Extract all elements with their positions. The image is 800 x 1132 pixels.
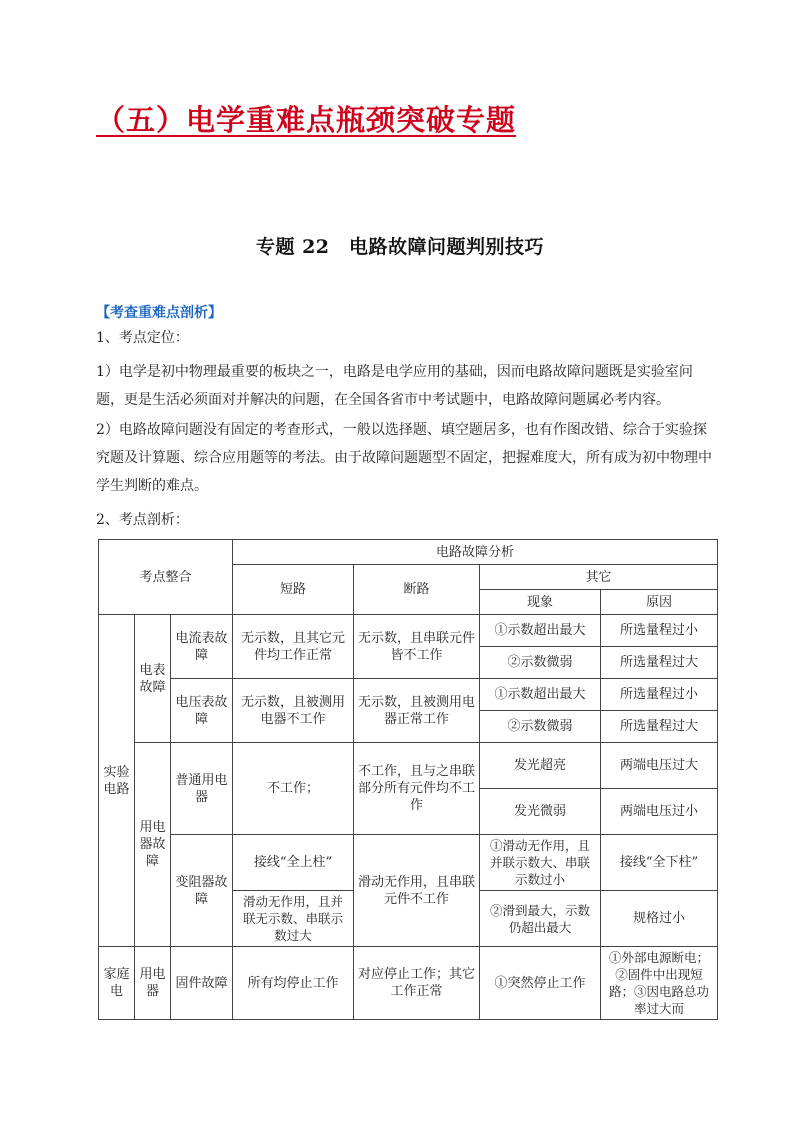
header-analysis: 电路故障分析: [233, 540, 718, 565]
fault-analysis-table: [98, 539, 718, 1020]
ammeter-open: 无示数，且串联元件皆不工作: [354, 615, 480, 679]
point1-heading: 1、考点定位：: [96, 330, 189, 346]
paragraph-1: 1）电学是初中物理最重要的板块之一，电路是电学应用的基础，因而电路故障问题既是实验室问题，更是生活必须面对并解决的问题，在全国各省市中考试题中，电路故障问题属必考内容。: [96, 364, 693, 408]
normal-label: 普通用电器: [171, 743, 233, 835]
header-short: 短路: [233, 565, 354, 615]
point2-heading: 2、考点剖析：: [96, 512, 189, 528]
fixed-open: 对应停止工作；其它工作正常: [354, 947, 480, 1020]
rheostat-phenomenon-1: ①滑动无作用，且并联示数大、串联示数过小: [480, 835, 601, 891]
rheostat-short-2: 滑动无作用，且并联无示数、串联示数过大: [233, 891, 354, 947]
ammeter-cause-2: 所选量程过大: [601, 647, 718, 679]
voltmeter-open: 无示数，且被测用电器正常工作: [354, 679, 480, 743]
rheostat-cause-1: 接线“全下柱”: [601, 835, 718, 891]
normal-cause-2: 两端电压过小: [601, 789, 718, 835]
header-other: 其它: [480, 565, 718, 590]
header-cause: 原因: [601, 590, 718, 615]
voltmeter-cause-1: 所选量程过小: [601, 679, 718, 711]
rheostat-cause-2: 规格过小: [601, 891, 718, 947]
normal-short: 不工作；: [233, 743, 354, 835]
ammeter-short: 无示数，且其它元件均工作正常: [233, 615, 354, 679]
normal-open: 不工作，且与之串联部分所有元件均不工作: [354, 743, 480, 835]
normal-cause-1: 两端电压过大: [601, 743, 718, 789]
voltmeter-phenomenon-2: ②示数微弱: [480, 711, 601, 743]
voltmeter-cause-2: 所选量程过大: [601, 711, 718, 743]
rheostat-label: 变阻器故障: [171, 835, 233, 947]
rheostat-short-1: 接线“全上柱”: [233, 835, 354, 891]
rheostat-phenomenon-2: ②滑到最大，示数仍超出最大: [480, 891, 601, 947]
group-meter: 电表故障: [135, 615, 171, 743]
ammeter-label: 电流表故障: [171, 615, 233, 679]
header-phenomenon: 现象: [480, 590, 601, 615]
group-home-appliance: 用电器: [135, 947, 171, 1020]
header-open: 断路: [354, 565, 480, 615]
main-title: （五）电学重难点瓶颈突破专题: [96, 103, 517, 137]
normal-phenomenon-2: 发光微弱: [480, 789, 601, 835]
header-kaodian: 考点整合: [99, 540, 233, 615]
subtitle: 专题 22 电路故障问题判别技巧: [255, 236, 545, 258]
voltmeter-short: 无示数，且被测用电器不工作: [233, 679, 354, 743]
paragraph-2: 2）电路故障问题没有固定的考查形式，一般以选择题、填空题居多，也有作图改错、综合于实验探究题及计算题、综合应用题等的考法。由于故障问题题型不固定，把握难度大，所有成为初中物理中学生判断的难点。: [96, 422, 712, 494]
section-label: 【考查重难点剖析】: [96, 305, 222, 321]
rheostat-open: 滑动无作用，且串联元件不工作: [354, 835, 480, 947]
group-home: 家庭电: [99, 947, 135, 1020]
group-experiment: 实验电路: [99, 615, 135, 947]
fixed-cause-1: ①外部电源断电；②固件中出现短路；③因电路总功率过大而: [601, 947, 718, 1020]
voltmeter-phenomenon-1: ①示数超出最大: [480, 679, 601, 711]
fixed-label: 固件故障: [171, 947, 233, 1020]
normal-phenomenon-1: 发光超亮: [480, 743, 601, 789]
ammeter-phenomenon-2: ②示数微弱: [480, 647, 601, 679]
fixed-short: 所有均停止工作: [233, 947, 354, 1020]
fixed-phenomenon-1: ①突然停止工作: [480, 947, 601, 1020]
group-appliance: 用电器故障: [135, 743, 171, 947]
ammeter-phenomenon-1: ①示数超出最大: [480, 615, 601, 647]
ammeter-cause-1: 所选量程过小: [601, 615, 718, 647]
voltmeter-label: 电压表故障: [171, 679, 233, 743]
